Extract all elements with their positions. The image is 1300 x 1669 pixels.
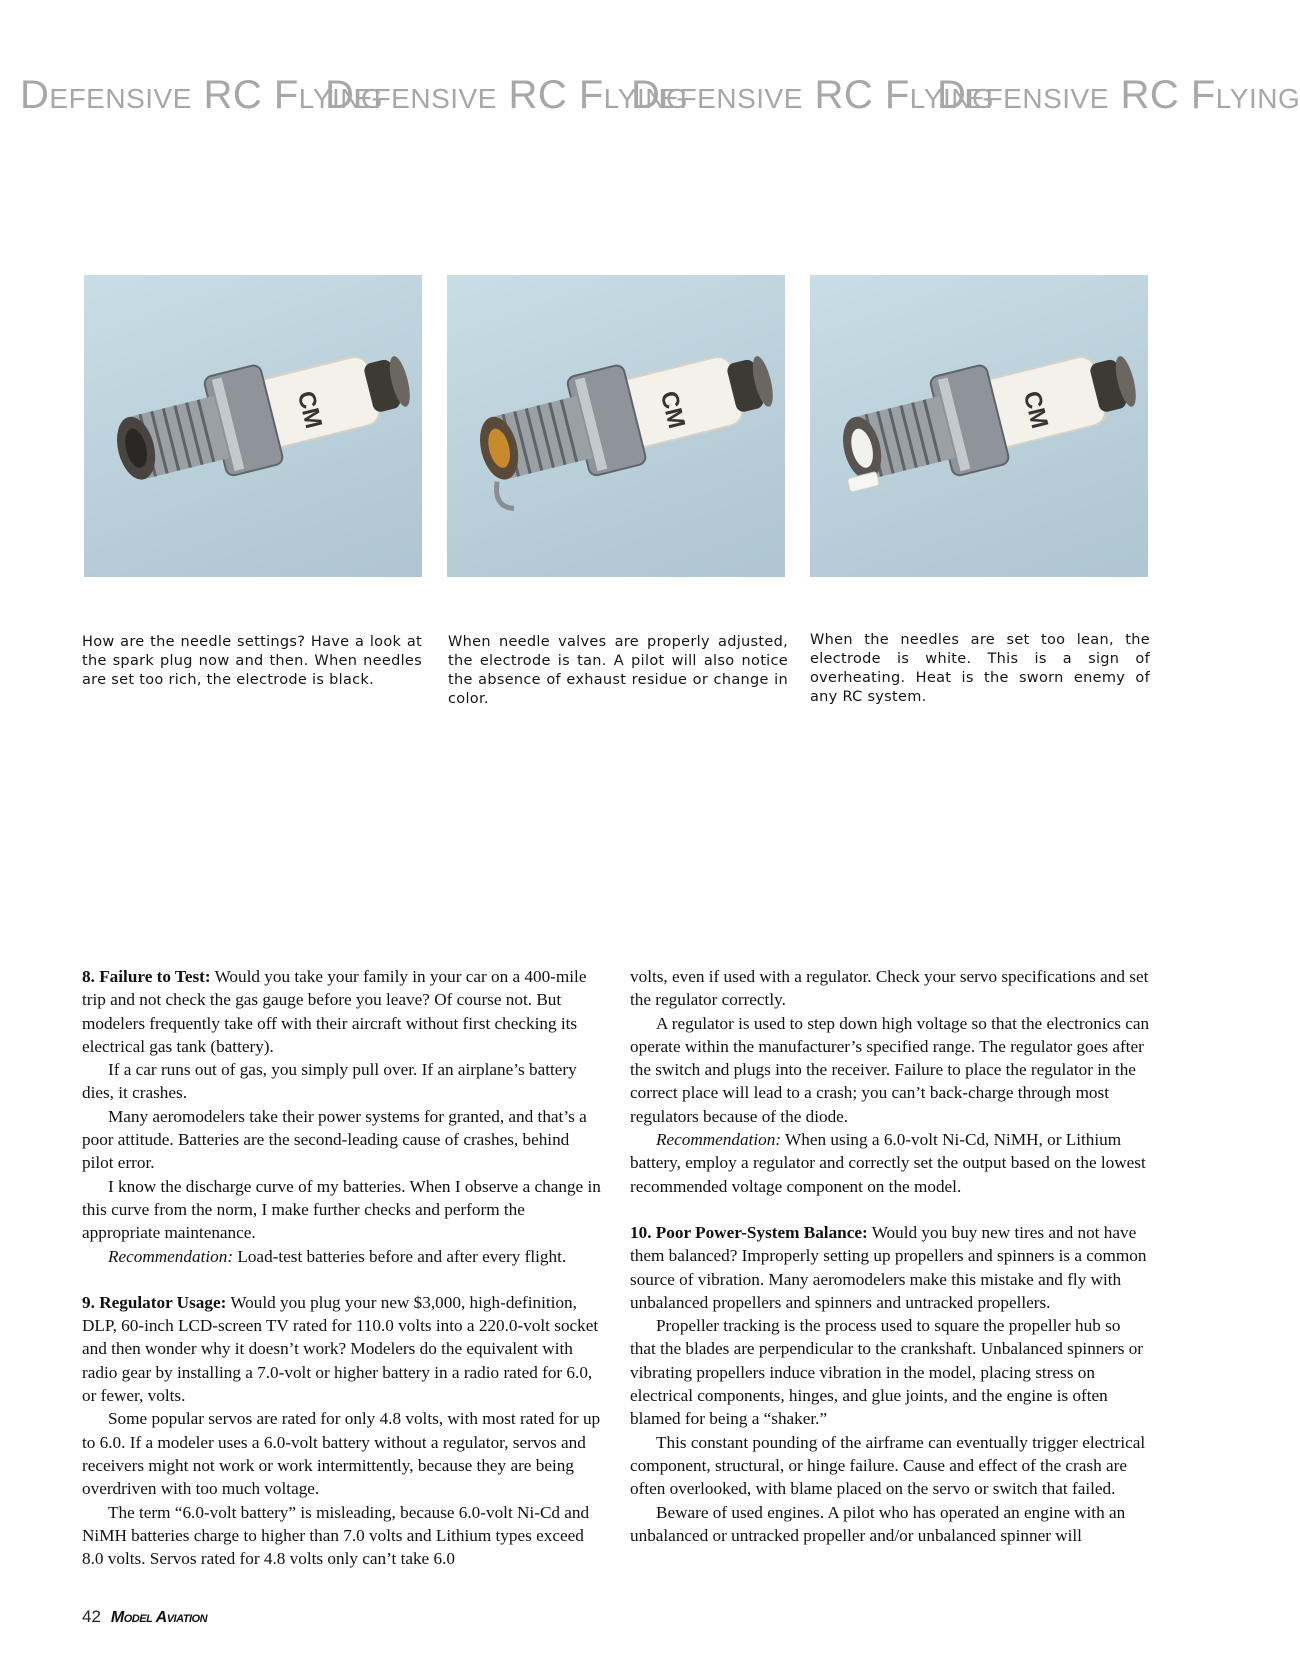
spark-plug-photo-lean (810, 275, 1148, 577)
article-column-left (82, 965, 602, 1570)
spark-plug-photo-proper (447, 275, 785, 577)
page-footer (82, 1607, 207, 1633)
spark-plug-illustration (810, 275, 1148, 577)
svg-text:CM: CM (1017, 388, 1054, 432)
paragraph: Some popular servos are rated for only 4.8 volts, with most rated for up to 6.0. If a modeler uses a 6.0-volt battery without a regulator, servos and receivers might not work or work intermittently, because they are being overdriven with too much voltage. (82, 1409, 601, 1499)
section-9-paragraph: 9. Regulator Usage: Would you plug your new $3,000, high-definition, DLP, 60-inch LCD-screen TV rated for 110.0 volts into a 220.0-volt socket and then wonder why it doesn’t work? Modelers do the equivalent with radio gear by installing a 7.0-volt or higher battery in a radio rated for 6.0, or fewer, volts. (82, 1292, 599, 1406)
page-number: 42 (82, 1607, 101, 1626)
svg-text:CM: CM (291, 388, 328, 432)
running-title: Defensive RC Flying (631, 73, 995, 117)
running-title: Defensive RC Flying (937, 73, 1300, 117)
running-title: Defensive RC Flying (20, 73, 384, 117)
caption-proper: When needle valves are properly adjusted, the electrode is tan. A pilot will also notice the absence of exhaust residue or change in color. (448, 634, 788, 707)
spark-plug-illustration (84, 275, 422, 577)
paragraph: A regulator is used to step down high voltage so that the electronics can operate within the manufacturer’s specified range. The regulator goes after the switch and plugs into the receiver. Failure to place the regulator in the correct place will lead to a crash; you can’t back-charge through most regulators because of the diode. (630, 1013, 1150, 1126)
section-heading: 10. Poor Power-System Balance: (630, 1222, 868, 1242)
spark-plug-illustration (447, 275, 785, 577)
recommendation: Recommendation: Load-test batteries before and after every flight. (108, 1246, 567, 1266)
paragraph: Beware of used engines. A pilot who has operated an engine with an unbalanced or untracked propeller and/or unbalanced spinner will (630, 1502, 1126, 1545)
svg-text:CM: CM (654, 388, 691, 432)
section-8-paragraph: 8. Failure to Test: Would you take your family in your car on a 400-mile trip and not check the gas gauge before you leave? Of course not. But modelers frequently take off with their aircraft without first checking its electrical gas tank (battery). (82, 967, 587, 1056)
section-heading: 9. Regulator Usage: (82, 1292, 227, 1312)
paragraph: Many aeromodelers take their power systems for granted, and that’s a poor attitude. Batteries are the second-leading cause of crashes, behind pilot error. (82, 1106, 587, 1173)
paragraph: This constant pounding of the airframe can eventually trigger electrical component, structural, or hinge failure. Cause and effect of the crash are often overlooked, with blame placed on the servo or switch that failed. (630, 1432, 1146, 1499)
paragraph: The term “6.0-volt battery” is misleading, because 6.0-volt Ni-Cd and NiMH batteries charge to higher than 7.0 volts and Lithium types exceed 8.0 volts. Servos rated for 4.8 volts only can’t take 6.0 (82, 1502, 590, 1569)
section-heading: 8. Failure to Test: (82, 967, 211, 986)
running-title: Defensive RC Flying (325, 73, 689, 117)
paragraph: Propeller tracking is the process used to square the propeller hub so that the blades are perpendicular to the crankshaft. Unbalanced spinners or vibrating propellers induce vibration in the model, placing stress on electrical components, hinges, and glue joints, and the engine is often blamed for being a “shaker.” (630, 1316, 1144, 1429)
running-header (0, 72, 1300, 118)
paragraph-continued: volts, even if used with a regulator. Check your servo specifications and set the regulator correctly. (630, 967, 1149, 1010)
recommendation: Recommendation: When using a 6.0-volt Ni-Cd, NiMH, or Lithium battery, employ a regulator and correctly set the output based on the lowest recommended voltage component on the model. (630, 1130, 1146, 1196)
paragraph: If a car runs out of gas, you simply pull over. If an airplane’s battery dies, it crashes. (82, 1060, 577, 1103)
paragraph: I know the discharge curve of my batteries. When I observe a change in this curve from the norm, I make further checks and perform the appropriate maintenance. (82, 1176, 601, 1243)
magazine-name: Model Aviation (110, 1609, 208, 1626)
caption-lean: When the needles are set too lean, the electrode is white. This is a sign of overheating. Heat is the sworn enemy of any RC system. (810, 632, 1150, 705)
section-10-paragraph: 10. Poor Power-System Balance: Would you buy new tires and not have them balanced? Improperly setting up propellers and spinners is a common source of vibration. Many aeromodelers make this mistake and fly with unbalanced propellers and spinners and untracked propellers. (630, 1222, 1147, 1312)
article-column-right (630, 965, 1150, 1547)
spark-plug-photo-rich (84, 275, 422, 577)
caption-rich: How are the needle settings? Have a look at the spark plug now and then. When needles are set too rich, the electrode is black. (82, 634, 422, 688)
